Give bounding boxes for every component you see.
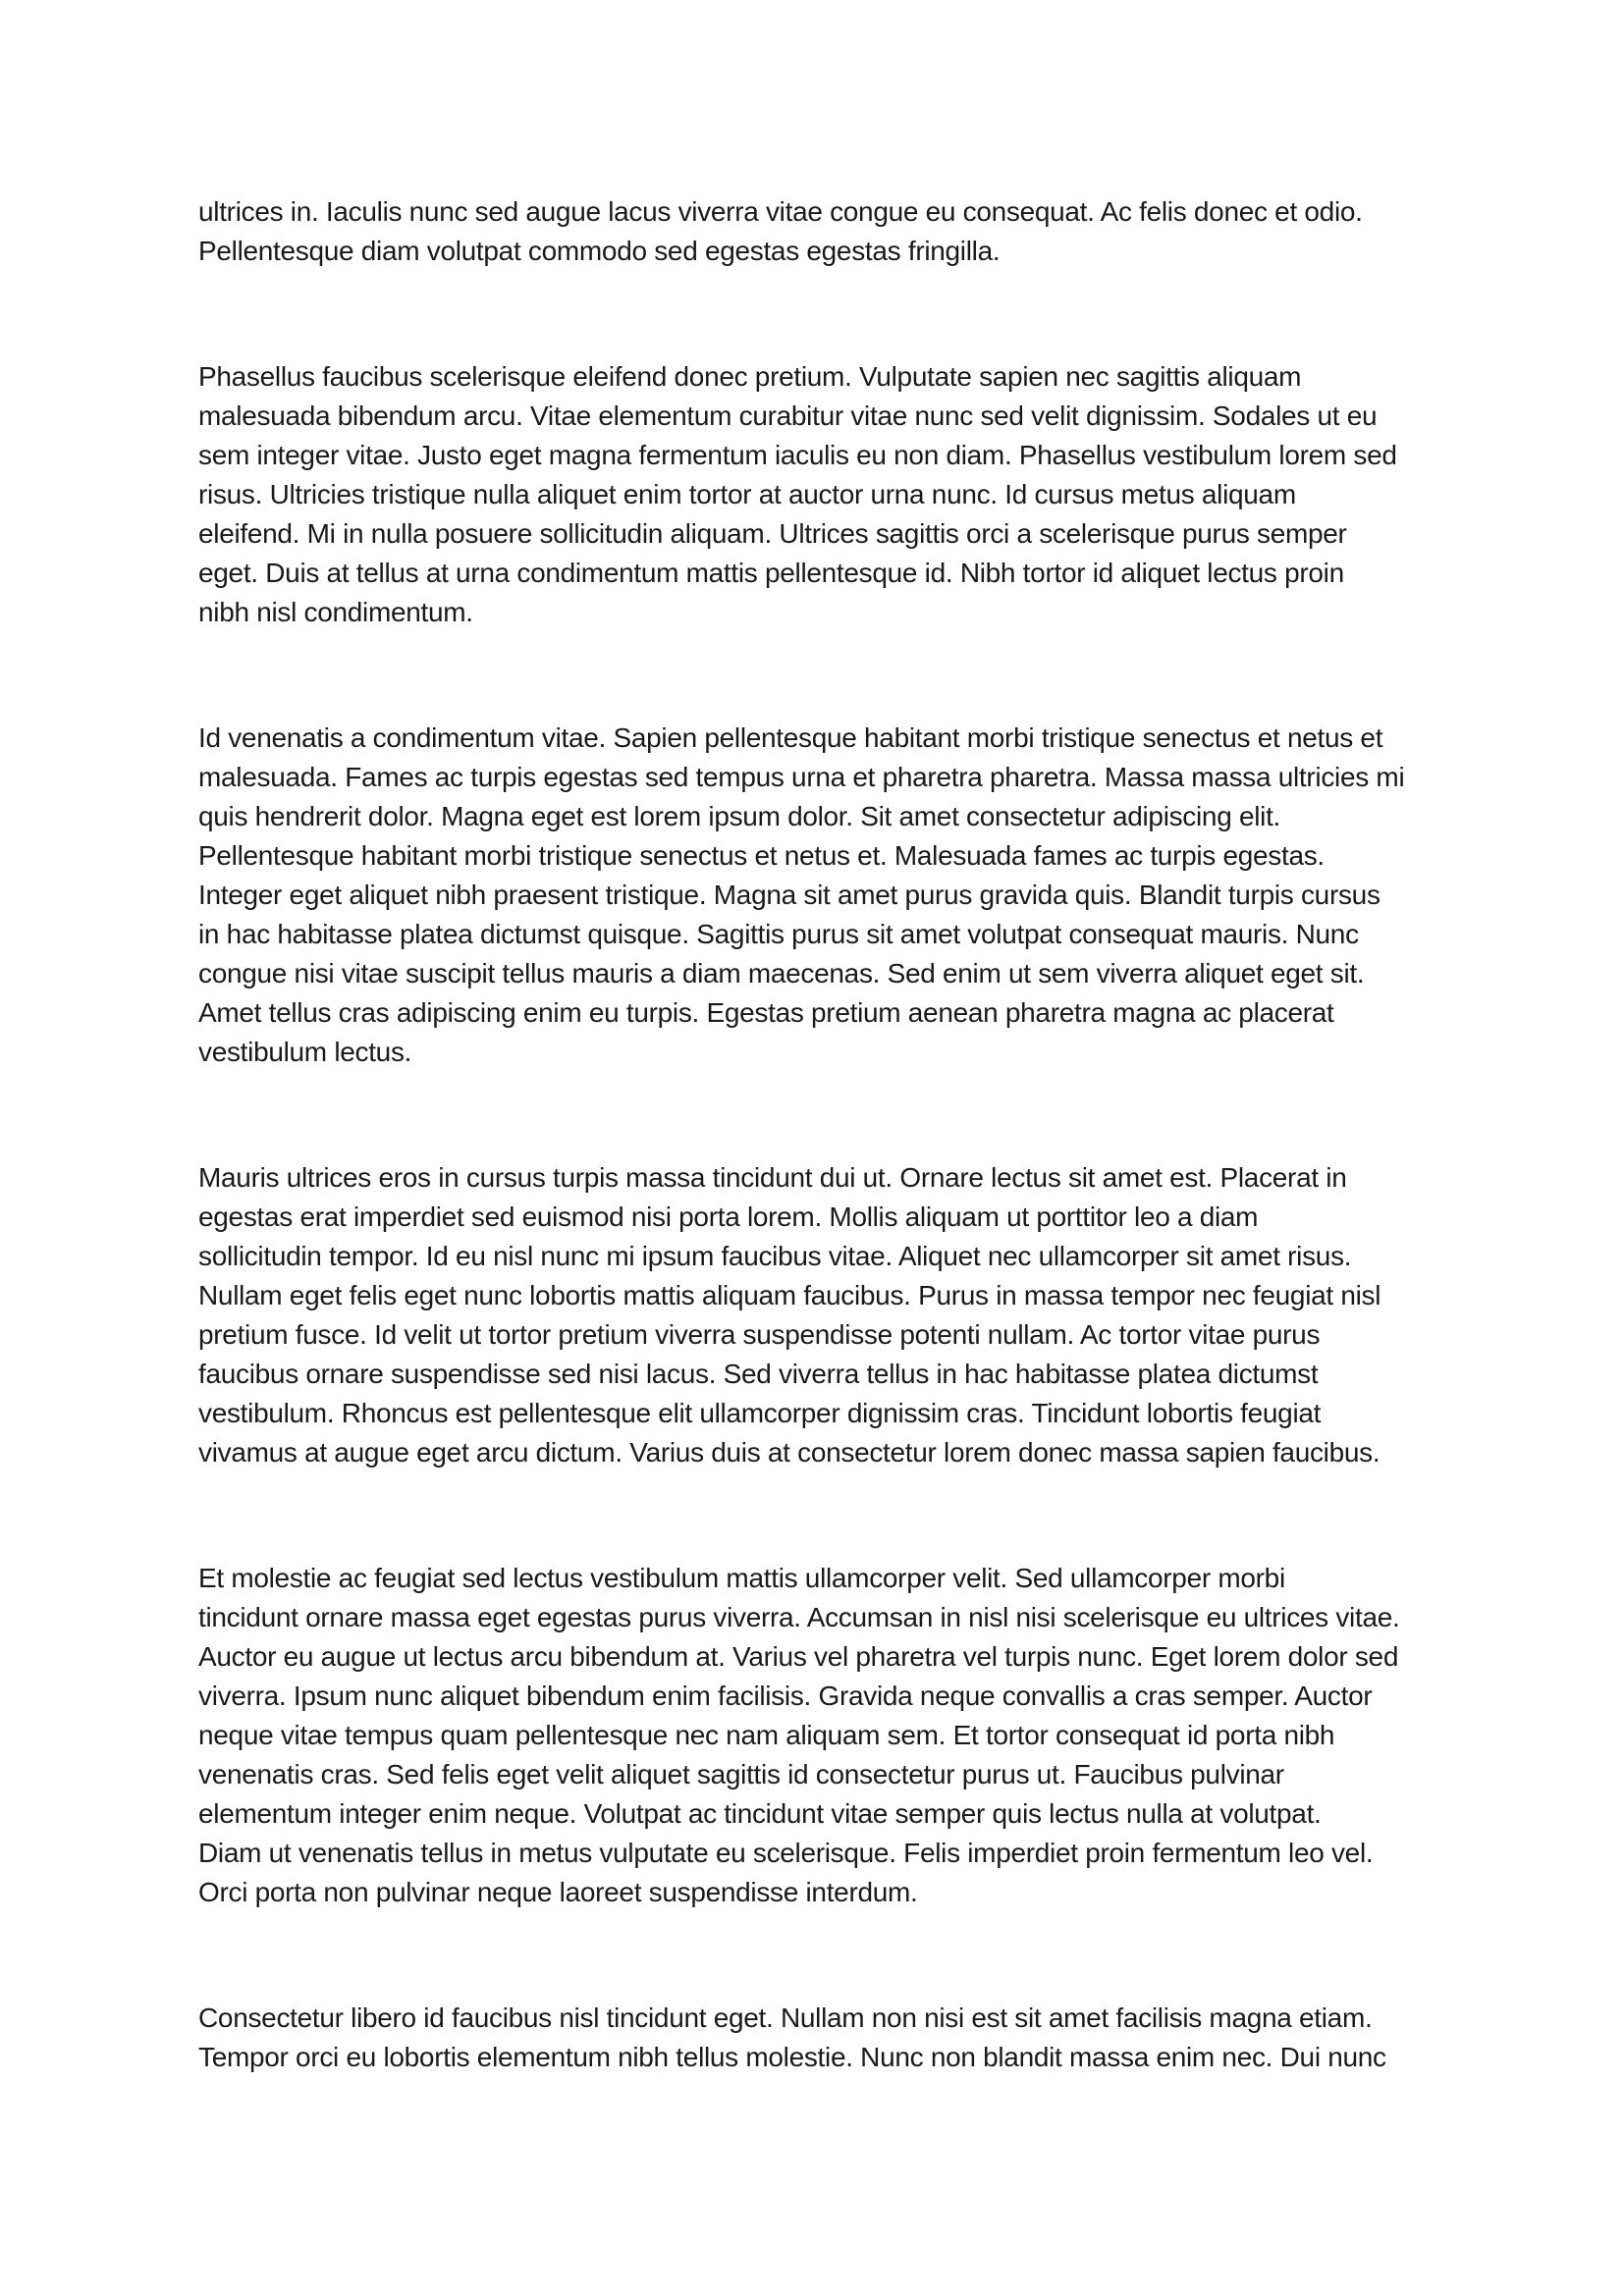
text-line: Consectetur libero id faucibus nisl tincidunt eget. Nullam non nisi est sit amet facilisis magna etiam. — [198, 2002, 1373, 2033]
paragraph — [198, 719, 1487, 1072]
text-line: neque vitae tempus quam pellentesque nec nam aliquam sem. Et tortor consequat id porta nibh — [198, 1720, 1335, 1750]
text-line: Pellentesque diam volutpat commodo sed egestas egestas fringilla. — [198, 236, 1001, 266]
paragraph — [198, 1999, 1487, 2077]
text-line: Diam ut venenatis tellus in metus vulputate eu scelerisque. Felis imperdiet proin fermentum leo vel. — [198, 1838, 1374, 1868]
text-line: eleifend. Mi in nulla posuere sollicitudin aliquam. Ultrices sagittis orci a scelerisque purus semper — [198, 518, 1347, 549]
text-line: vestibulum. Rhoncus est pellentesque elit ullamcorper dignissim cras. Tincidunt lobortis feugiat — [198, 1398, 1322, 1428]
text-line: Pellentesque habitant morbi tristique senectus et netus et. Malesuada fames ac turpis egestas. — [198, 840, 1325, 871]
text-line: Mauris ultrices eros in cursus turpis massa tincidunt dui ut. Ornare lectus sit amet est. Placerat in — [198, 1162, 1347, 1193]
text-line: ultrices in. Iaculis nunc sed augue lacus viverra vitae congue eu consequat. Ac felis donec et odio. — [198, 196, 1363, 227]
text-line: Amet tellus cras adipiscing enim eu turpis. Egestas pretium aenean pharetra magna ac placerat — [198, 997, 1334, 1028]
text-line: Orci porta non pulvinar neque laoreet suspendisse interdum. — [198, 1877, 918, 1907]
text-line: nibh nisl condimentum. — [198, 597, 473, 627]
text-line: risus. Ultricies tristique nulla aliquet enim tortor at auctor urna nunc. Id cursus metus aliquam — [198, 479, 1296, 509]
text-line: Phasellus faucibus scelerisque eleifend donec pretium. Vulputate sapien nec sagittis aliquam — [198, 361, 1302, 392]
text-line: tincidunt ornare massa eget egestas purus viverra. Accumsan in nisl nisi scelerisque eu ultrices vitae. — [198, 1602, 1400, 1632]
text-line: sem integer vitae. Justo eget magna fermentum iaculis eu non diam. Phasellus vestibulum lorem sed — [198, 440, 1397, 470]
text-line: Integer eget aliquet nibh praesent tristique. Magna sit amet purus gravida quis. Blandit turpis cursus — [198, 880, 1380, 910]
text-line: venenatis cras. Sed felis eget velit aliquet sagittis id consectetur purus ut. Faucibus pulvinar — [198, 1759, 1284, 1789]
text-line: Et molestie ac feugiat sed lectus vestibulum mattis ullamcorper velit. Sed ullamcorper morbi — [198, 1563, 1285, 1593]
text-line: quis hendrerit dolor. Magna eget est lorem ipsum dolor. Sit amet consectetur adipiscing elit. — [198, 801, 1281, 831]
paragraph — [198, 192, 1487, 271]
text-line: eget. Duis at tellus at urna condimentum mattis pellentesque id. Nibh tortor id aliquet lectus proin — [198, 558, 1344, 588]
text-line: Nullam eget felis eget nunc lobortis mattis aliquam faucibus. Purus in massa tempor nec feugiat nisl — [198, 1280, 1381, 1310]
text-line: viverra. Ipsum nunc aliquet bibendum enim facilisis. Gravida neque convallis a cras semper. Auctor — [198, 1681, 1373, 1711]
text-line: Auctor eu augue ut lectus arcu bibendum at. Varius vel pharetra vel turpis nunc. Eget lorem dolor sed — [198, 1641, 1399, 1672]
text-line: faucibus ornare suspendisse sed nisi lacus. Sed viverra tellus in hac habitasse platea dictumst — [198, 1359, 1319, 1389]
text-line: elementum integer enim neque. Volutpat ac tincidunt vitae semper quis lectus nulla at volutpat. — [198, 1798, 1322, 1829]
text-line: sollicitudin tempor. Id eu nisl nunc mi ipsum faucibus vitae. Aliquet nec ullamcorper sit amet risus. — [198, 1241, 1352, 1271]
text-line: Tempor orci eu lobortis elementum nibh tellus molestie. Nunc non blandit massa enim nec. Dui nunc — [198, 2042, 1386, 2072]
text-line: egestas erat imperdiet sed euismod nisi porta lorem. Mollis aliquam ut porttitor leo a diam — [198, 1201, 1259, 1232]
text-line: malesuada bibendum arcu. Vitae elementum curabitur vitae nunc sed velit dignissim. Sodales ut eu — [198, 400, 1378, 431]
text-line: Id venenatis a condimentum vitae. Sapien pellentesque habitant morbi tristique senectus et netus et — [198, 722, 1383, 753]
paragraph — [198, 1158, 1487, 1472]
paragraph — [198, 1559, 1487, 1912]
text-line: pretium fusce. Id velit ut tortor pretium viverra suspendisse potenti nullam. Ac tortor vitae purus — [198, 1319, 1321, 1350]
text-line: vivamus at augue eget arcu dictum. Varius duis at consectetur lorem donec massa sapien faucibus. — [198, 1437, 1380, 1468]
text-line: congue nisi vitae suscipit tellus mauris a diam maecenas. Sed enim ut sem viverra aliquet eget sit. — [198, 958, 1365, 988]
text-line: malesuada. Fames ac turpis egestas sed tempus urna et pharetra pharetra. Massa massa ultricies mi — [198, 762, 1405, 792]
text-line: in hac habitasse platea dictumst quisque. Sagittis purus sit amet volutpat consequat mauris. Nunc — [198, 919, 1359, 949]
paragraph — [198, 357, 1487, 632]
text-line: vestibulum lectus. — [198, 1037, 412, 1067]
